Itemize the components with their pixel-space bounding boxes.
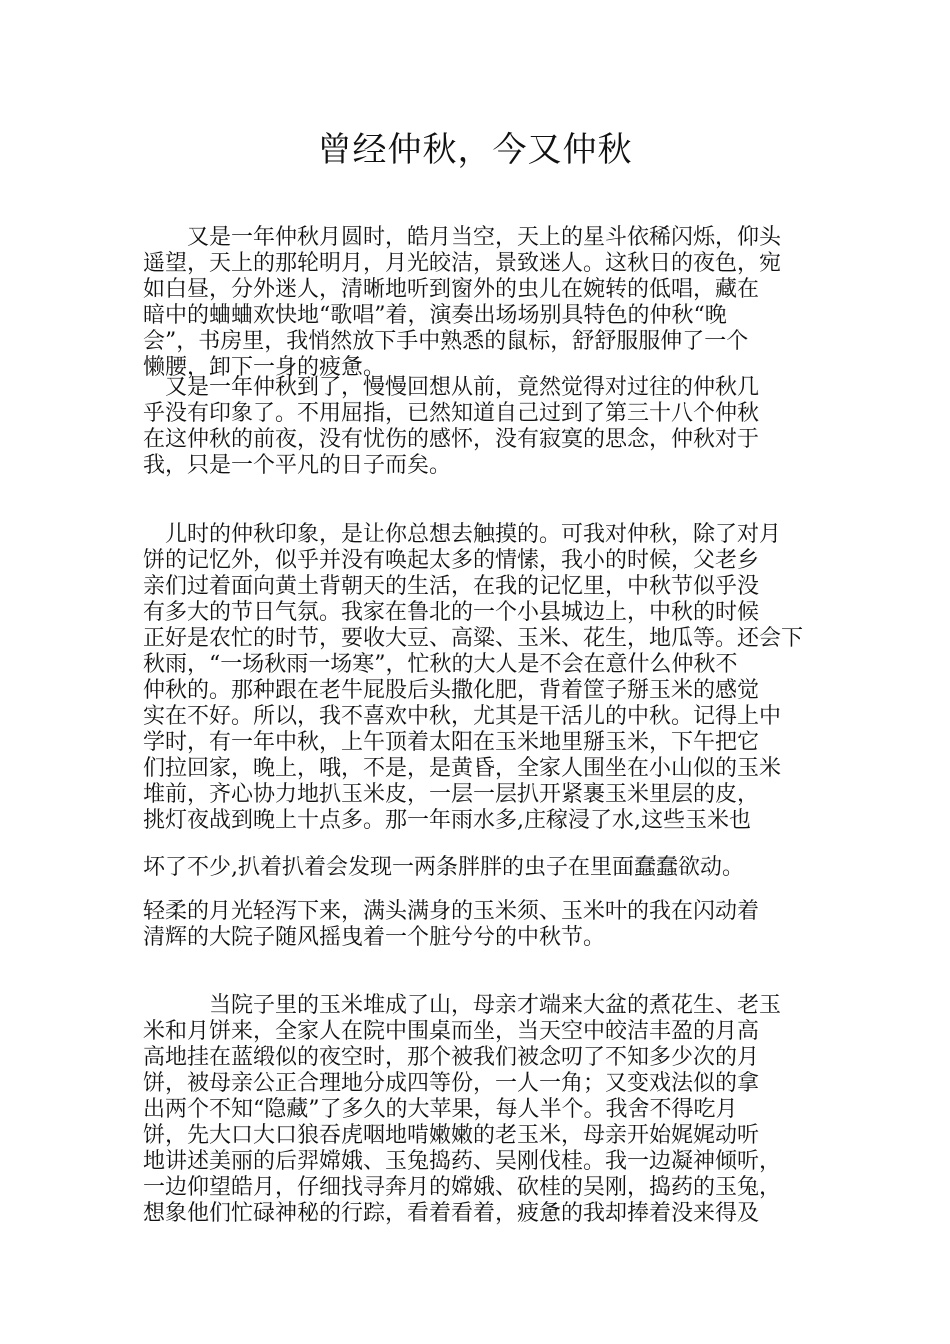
paragraph-line: 在这仲秋的前夜，没有忧伤的感怀，没有寂寞的思念，仲秋对于 (143, 427, 760, 452)
paragraph-line: 暗中的蛐蛐欢快地“歌唱”着，演奏出场场别具特色的仲秋“晚 (143, 303, 727, 328)
paragraph-line: 挑灯夜战到晚上十点多。那一年雨水多,庄稼浸了水,这些玉米也 (143, 808, 751, 833)
paragraph-line: 出两个不知“隐藏”了多久的大苹果，每人半个。我舍不得吃月 (143, 1097, 738, 1122)
paragraph-4 (143, 993, 813, 1227)
paragraph-line: 如白昼，分外迷人，清晰地听到窗外的虫儿在婉转的低唱，藏在 (143, 277, 760, 302)
paragraph-3-continued-b (143, 855, 813, 881)
paragraph-line: 会”，书房里，我悄然放下手中熟悉的鼠标，舒舒服服伸了一个 (143, 329, 749, 354)
paragraph-line: 想象他们忙碌神秘的行踪，看着看着，疲惫的我却捧着没来得及 (143, 1201, 760, 1226)
paragraph-line: 当院子里的玉米堆成了山，母亲才端来大盆的煮花生、老玉 (143, 993, 782, 1018)
paragraph-3-continued-c (143, 899, 813, 951)
paragraph-3-continued-a (143, 808, 813, 834)
paragraph-line: 高地挂在蓝缎似的夜空时，那个被我们被念叨了不知多少次的月 (143, 1045, 760, 1070)
paragraph-1 (143, 225, 813, 381)
paragraph-line: 一边仰望皓月，仔细找寻奔月的嫦娥、砍桂的吴刚，捣药的玉兔， (143, 1175, 782, 1200)
paragraph-line: 轻柔的月光轻泻下来，满头满身的玉米须、玉米叶的我在闪动着 (143, 899, 760, 924)
paragraph-line: 秋雨，“一场秋雨一场寒”，忙秋的大人是不会在意什么仲秋不 (143, 652, 738, 677)
paragraph-line: 乎没有印象了。不用屈指，已然知道自己过到了第三十八个仲秋 (143, 401, 760, 426)
paragraph-line: 懒腰，卸下一身的疲惫。 (143, 355, 386, 380)
paragraph-line: 遥望，天上的那轮明月，月光皎洁，景致迷人。这秋日的夜色，宛 (143, 251, 782, 276)
paragraph-line: 堆前，齐心协力地扒玉米皮，一层一层扒开紧裹玉米里层的皮， (143, 782, 760, 807)
paragraph-line: 正好是农忙的时节，要收大豆、高粱、玉米、花生，地瓜等。还会下 (143, 626, 804, 651)
paragraph-line: 饼，先大口大口狼吞虎咽地啃嫩嫩的老玉米，母亲开始娓娓动听 (143, 1123, 760, 1148)
paragraph-line: 仲秋的。那种跟在老牛屁股后头撒化肥，背着筐子掰玉米的感觉 (143, 678, 760, 703)
document-title: 曾经仲秋，今又仲秋 (317, 130, 633, 170)
paragraph-line: 清辉的大院子随风摇曳着一个脏兮兮的中秋节。 (143, 925, 606, 950)
paragraph-line: 地讲述美丽的后羿嫦娥、玉兔捣药、吴刚伐桂。我一边凝神倾听， (143, 1149, 782, 1174)
paragraph-line: 又是一年仲秋月圆时，皓月当空，天上的星斗依稀闪烁，仰头 (143, 225, 782, 250)
paragraph-3 (143, 522, 813, 808)
paragraph-line: 饼，被母亲公正合理地分成四等份，一人一角；又变戏法似的拿 (143, 1071, 760, 1096)
paragraph-line: 我，只是一个平凡的日子而矣。 (143, 453, 452, 478)
paragraph-line: 又是一年仲秋到了，慢慢回想从前，竟然觉得对过往的仲秋几 (143, 375, 760, 400)
paragraph-line: 们拉回家，晚上，哦，不是，是黄昏，全家人围坐在小山似的玉米 (143, 756, 782, 781)
paragraph-line: 饼的记忆外，似乎并没有唤起太多的情愫，我小的时候，父老乡 (143, 548, 760, 573)
paragraph-line: 米和月饼来，全家人在院中围桌而坐，当天空中皎洁丰盈的月高 (143, 1019, 760, 1044)
paragraph-2 (143, 375, 813, 479)
paragraph-line: 有多大的节日气氛。我家在鲁北的一个小县城边上，中秋的时候 (143, 600, 760, 625)
paragraph-line: 儿时的仲秋印象，是让你总想去触摸的。可我对仲秋，除了对月 (143, 522, 782, 547)
paragraph-line: 学时，有一年中秋，上午顶着太阳在玉米地里掰玉米，下午把它 (143, 730, 760, 755)
paragraph-line: 坏了不少,扒着扒着会发现一两条胖胖的虫子在里面蠢蠢欲动。 (143, 855, 744, 880)
paragraph-line: 亲们过着面向黄土背朝天的生活，在我的记忆里，中秋节似乎没 (143, 574, 760, 599)
paragraph-line: 实在不好。所以，我不喜欢中秋，尤其是干活儿的中秋。记得上中 (143, 704, 782, 729)
